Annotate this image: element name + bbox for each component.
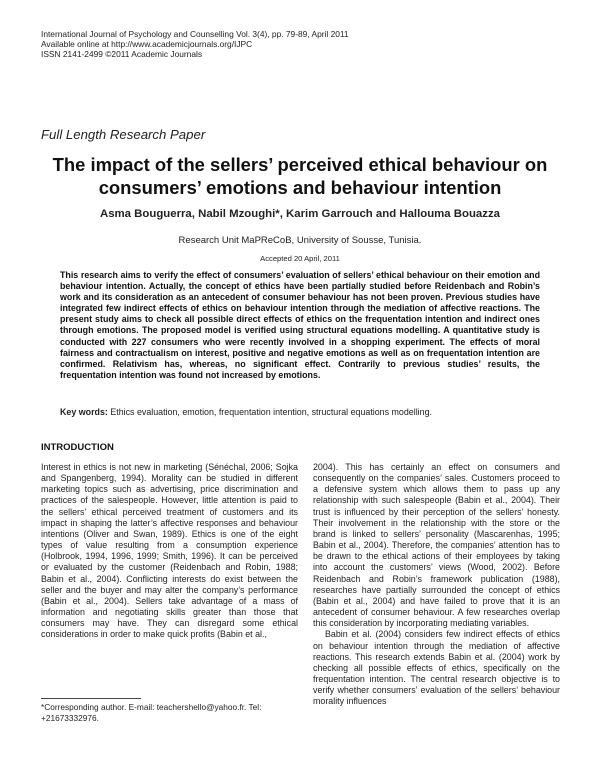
paper-title: The impact of the sellers’ perceived ethical behaviour on consumers’ emotions and behaviour intention (52, 154, 548, 198)
journal-issn: ISSN 2141-2499 ©2011 Academic Journals (41, 49, 203, 59)
paragraph: Interest in ethics is not new in marketing (Sénéchal, 2006; Sojka and Spangenberg, 1994). Morality can be studied in different marketing topics such as advertising, price discrimination and practices of the salespeople. However, little attention is paid to the sellers’ ethical perceived treatment of customers and its impact in shaping the latter’s affective responses and behaviour intentions (Oliver and Swan, 1989). Ethics is one of the eight types of value resulting from a consumption experience (Holbrook, 1994, 1996, 1999; Smith, 1996). It can be perceived or evaluated by the customer (Reidenbach and Robin, 1988; Babin et al., 2004). Conflicting interests do exist between the seller and the buyer and may alter the company’s performance (Babin et al., 2004). Sellers take advantage of a mass of information and negotiating skills greater than those that consumers may have. They can disregard some ethical considerations in order to make quick profits (Babin et al., (41, 462, 298, 640)
paragraph: 2004). This has certainly an effect on consumers and consequently on the companies’ sales. Customers proceed to a defensive system which allows them to pass up any relationship with such salespeople (Babin et al., 2004). Their trust is influenced by their perception of the sellers’ honesty. Their involvement in the relationship with the store or the brand is linked to sellers’ personality (Mascarenhas, 1995; Babin et al., 2004). Therefore, the companies’ attention has to be drawn to the ethical actions of their employees by taking into account the customers’ views (Wood, 2002). Before Reidenbach and Robin’s framework publication (1988), researches have partially surrounded the concept of ethics (Babin et al., 2004) and have failed to prove that it is an antecedent of consumer behaviour. A few researches overlap this consideration by incorporating mediating variables. (313, 462, 560, 629)
accepted-date: Accepted 20 April, 2011 (260, 254, 340, 263)
abstract: This research aims to verify the effect of consumers’ evaluation of sellers’ ethical behaviour on their emotion and behaviour intention. Actually, the concept of ethics have been partially studied before Reidenbach and Robin’s work and its consideration as an antecedent of consumer behaviour has not been proven. Previous studies have integrated few indirect effects of ethics on behaviour intention through the mediation of affective reactions. The present study aims to check all possible direct effects of ethics on the frequentation intention and indirect ones through emotions. The proposed model is verified using structural equations modelling. A quantitative study is conducted with 227 consumers who were recently involved in a shopping experiment. The effects of moral fairness and contractualism on interest, positive and negative emotions as well as on frequentation intention are confirmed. Relativism has, whereas, no significant effect. Contrarily to previous studies’ results, the frequentation intention was found not increased by emotions. (60, 270, 540, 380)
footnote-divider (41, 698, 141, 699)
right-column (313, 462, 560, 707)
journal-header (41, 29, 561, 59)
footnote: *Corresponding author. E-mail: teachershello@yahoo.fr. Tel: +21673332976. (41, 702, 262, 723)
keywords-text: Ethics evaluation, emotion, frequentation intention, structural equations modelling. (110, 407, 432, 417)
affiliation: Research Unit MaPReCoB, University of Sousse, Tunisia. (178, 235, 422, 246)
section-heading: INTRODUCTION (41, 442, 114, 453)
keywords (60, 407, 540, 417)
paragraph: Babin et al. (2004) considers few indirect effects of ethics on behaviour intention through the mediation of affective reactions. This research extends Babin et al. (2004) work by checking all possible effects of ethics, specifically on the frequentation intention. The central research objective is to verify whether consumers’ evaluation of the sellers’ behaviour morality influences (313, 629, 560, 707)
paper-type: Full Length Research Paper (41, 127, 206, 142)
journal-citation: International Journal of Psychology and Counselling Vol. 3(4), pp. 79-89, April 2011 (41, 29, 349, 39)
keywords-label: Key words: (60, 407, 108, 417)
authors: Asma Bouguerra, Nabil Mzoughi*, Karim Garrouch and Hallouma Bouazza (99, 208, 500, 220)
left-column (41, 462, 298, 641)
journal-url: Available online at http://www.academicjournals.org/IJPC (41, 39, 253, 49)
